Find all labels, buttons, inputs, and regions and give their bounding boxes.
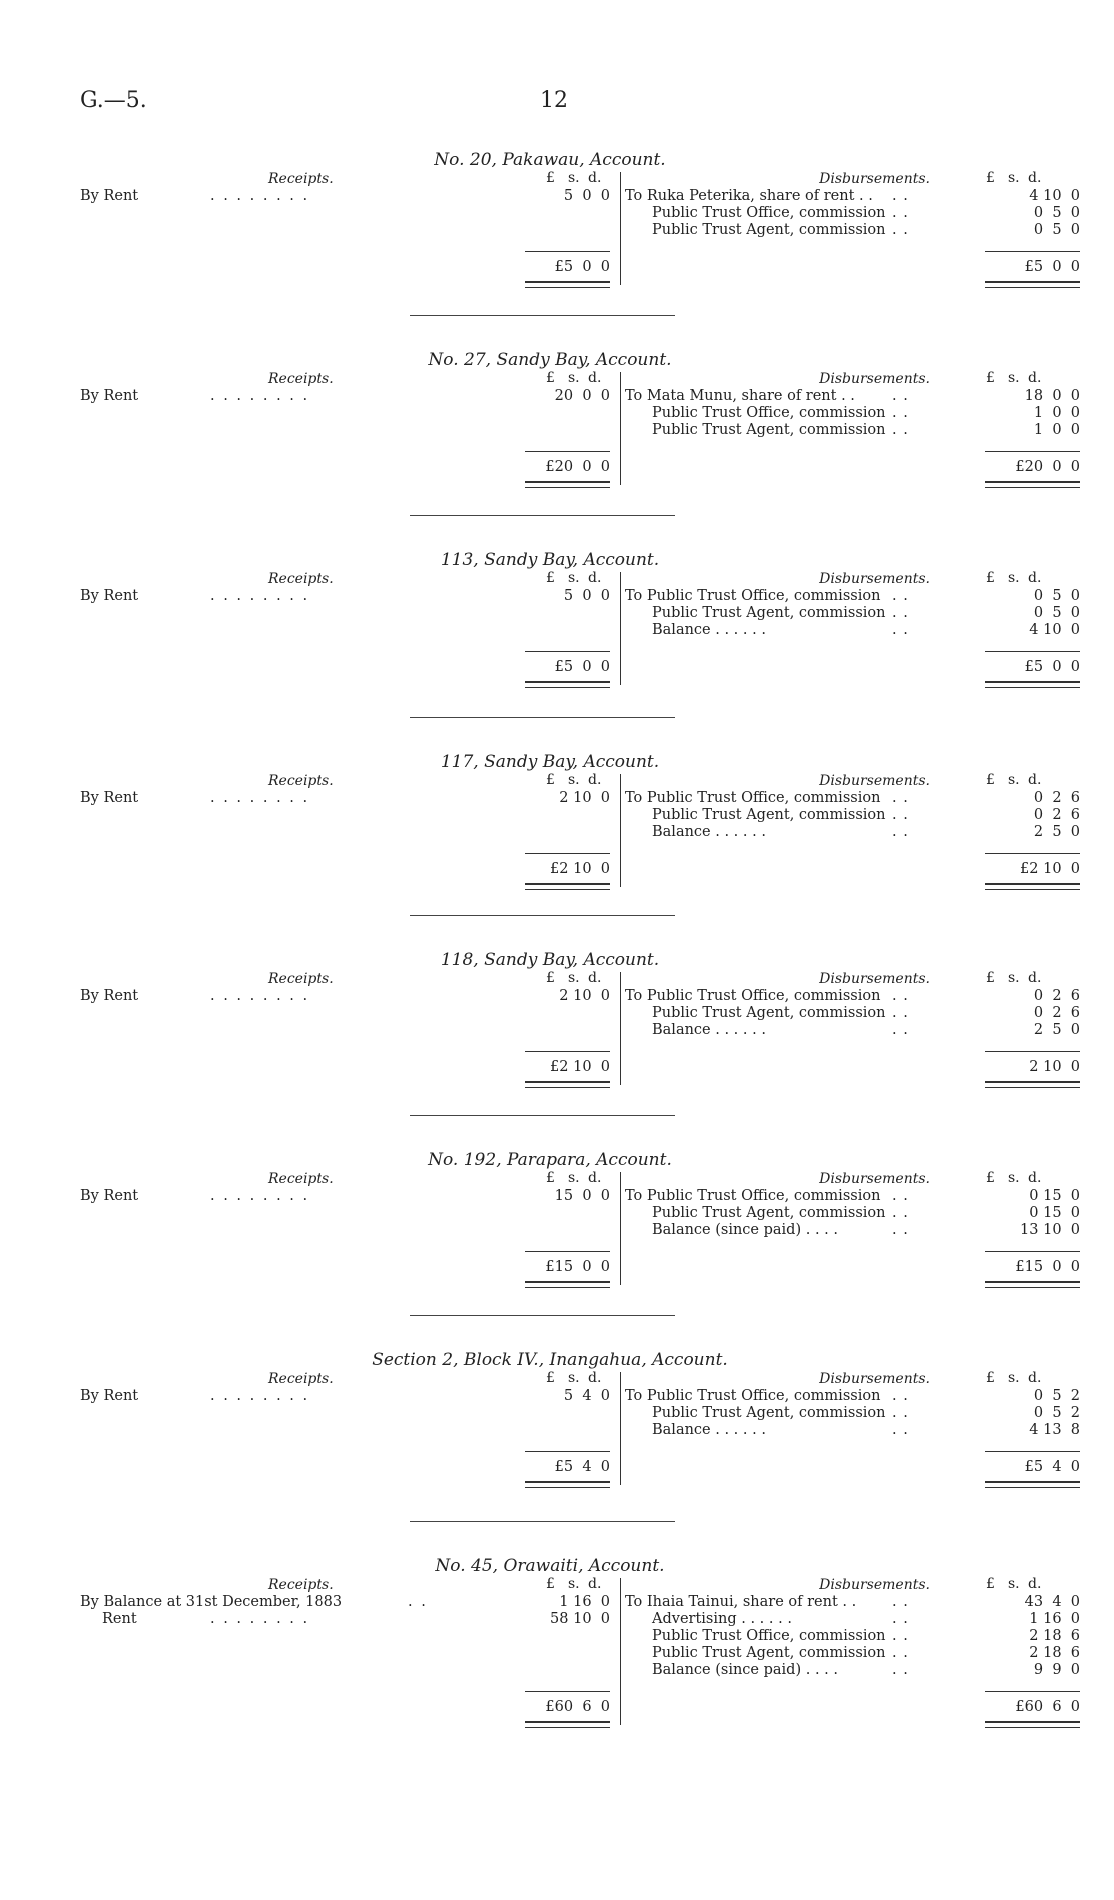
disbursement-amount: 9 9 0 [1033, 1662, 1080, 1678]
receipts-total-double-rule [525, 1481, 610, 1488]
disbursement-amount: 4 13 8 [1029, 1422, 1080, 1438]
shilling-header: s. [1008, 772, 1020, 788]
disbursement-line: Public Trust Office, commission [652, 205, 886, 221]
pound-header: £ [546, 1576, 555, 1592]
receipt-amount: 58 10 0 [550, 1611, 610, 1627]
disbursement-leader-dots: . . [892, 1205, 909, 1221]
disbursement-amount: 0 2 6 [1033, 1005, 1080, 1021]
section-separator [410, 515, 675, 516]
receipts-total: £2 10 0 [550, 861, 610, 877]
pence-header: d. [588, 970, 602, 986]
pence-header: d. [1028, 370, 1042, 386]
receipt-leader-dots: . . . . . . . . [210, 1388, 310, 1404]
disbursement-amount: 1 0 0 [1033, 405, 1080, 421]
receipt-line: By Rent [80, 790, 139, 806]
receipt-leader-dots: . . . . . . . . [210, 588, 310, 604]
disbursements-label: Disbursements. [819, 1171, 930, 1187]
pence-header: d. [1028, 1576, 1042, 1592]
disbursements-label: Disbursements. [819, 773, 930, 789]
account-block [70, 550, 1080, 730]
disbursement-line: Public Trust Agent, commission [652, 1205, 886, 1221]
disbursement-line: Public Trust Office, commission [652, 405, 886, 421]
receipt-amount: 5 0 0 [563, 188, 610, 204]
pound-header: £ [986, 970, 995, 986]
disbursements-total-double-rule [985, 481, 1080, 488]
shilling-header: s. [1008, 570, 1020, 586]
receipts-sum-rule [525, 1691, 610, 1692]
disbursements-sum-rule [985, 251, 1080, 252]
shilling-header: s. [1008, 1170, 1020, 1186]
account-title: Section 2, Block IV., Inangahua, Account. [372, 1350, 728, 1370]
receipts-total-double-rule [525, 883, 610, 890]
column-divider [620, 572, 621, 685]
account-block [70, 1150, 1080, 1330]
disbursement-amount: 2 18 6 [1029, 1628, 1080, 1644]
receipt-line: By Rent [80, 988, 139, 1004]
disbursement-line: Balance (since paid) . . . . [652, 1662, 838, 1678]
account-block [70, 752, 1080, 932]
pence-header: d. [588, 370, 602, 386]
account-title: 117, Sandy Bay, Account. [440, 752, 660, 772]
receipts-total: £5 0 0 [554, 259, 610, 275]
receipt-line: By Balance at 31st December, 1883 [80, 1594, 343, 1610]
disbursement-leader-dots: . . [892, 790, 909, 806]
receipt-amount: 2 10 0 [559, 790, 610, 806]
disbursement-amount: 1 16 0 [1029, 1611, 1080, 1627]
disbursement-line: To Mata Munu, share of rent . . [625, 388, 855, 404]
receipts-total-double-rule [525, 481, 610, 488]
pound-header: £ [546, 370, 555, 386]
receipts-sum-rule [525, 1051, 610, 1052]
shilling-header: s. [1008, 1370, 1020, 1386]
receipt-leader-dots: . . . . . . . . [210, 790, 310, 806]
account-block [70, 1350, 1080, 1530]
disbursement-leader-dots: . . [892, 1662, 909, 1678]
pound-header: £ [546, 772, 555, 788]
disbursements-label: Disbursements. [819, 1371, 930, 1387]
receipts-sum-rule [525, 251, 610, 252]
shilling-header: s. [568, 170, 580, 186]
column-divider [620, 972, 621, 1085]
disbursement-line: Public Trust Agent, commission [652, 1005, 886, 1021]
disbursement-leader-dots: . . [892, 1405, 909, 1421]
receipts-total: £5 0 0 [554, 659, 610, 675]
disbursement-leader-dots: . . [892, 205, 909, 221]
disbursements-total-double-rule [985, 883, 1080, 890]
receipt-amount: 5 4 0 [563, 1388, 610, 1404]
account-block [70, 950, 1080, 1130]
disbursement-line: Balance (since paid) . . . . [652, 1222, 838, 1238]
page-number: 12 [540, 88, 568, 113]
receipts-sum-rule [525, 1251, 610, 1252]
disbursements-sum-rule [985, 451, 1080, 452]
receipt-leader-dots: . . . . . . . . [210, 988, 310, 1004]
receipt-amount: 1 16 0 [559, 1594, 610, 1610]
disbursements-total-double-rule [985, 1281, 1080, 1288]
section-separator [410, 717, 675, 718]
disbursements-total: £5 4 0 [1024, 1459, 1080, 1475]
receipts-total: £20 0 0 [545, 459, 610, 475]
disbursements-total-double-rule [985, 1081, 1080, 1088]
disbursement-leader-dots: . . [892, 1628, 909, 1644]
shilling-header: s. [568, 1370, 580, 1386]
disbursement-leader-dots: . . [892, 1388, 909, 1404]
disbursement-line: Advertising . . . . . . [652, 1611, 792, 1627]
pence-header: d. [1028, 970, 1042, 986]
account-title: 118, Sandy Bay, Account. [440, 950, 660, 970]
disbursement-amount: 2 18 6 [1029, 1645, 1080, 1661]
receipts-label: Receipts. [268, 571, 334, 587]
shilling-header: s. [568, 970, 580, 986]
disbursement-amount: 4 10 0 [1029, 188, 1080, 204]
disbursement-line: Public Trust Agent, commission [652, 605, 886, 621]
pound-header: £ [986, 570, 995, 586]
pence-header: d. [588, 570, 602, 586]
disbursement-amount: 18 0 0 [1024, 388, 1080, 404]
disbursement-amount: 0 15 0 [1029, 1205, 1080, 1221]
column-divider [620, 172, 621, 285]
pound-header: £ [546, 170, 555, 186]
disbursement-amount: 4 10 0 [1029, 622, 1080, 638]
section-separator [410, 1521, 675, 1522]
receipts-total: £15 0 0 [545, 1259, 610, 1275]
receipt-line: By Rent [80, 188, 139, 204]
disbursement-amount: 0 5 0 [1033, 605, 1080, 621]
column-divider [620, 372, 621, 485]
disbursements-sum-rule [985, 651, 1080, 652]
disbursement-leader-dots: . . [892, 1611, 909, 1627]
disbursement-line: To Public Trust Office, commission [625, 988, 881, 1004]
receipt-leader-dots: . . . . . . . . [210, 1611, 310, 1627]
pence-header: d. [588, 170, 602, 186]
disbursement-amount: 0 2 6 [1033, 988, 1080, 1004]
pound-header: £ [546, 970, 555, 986]
disbursements-total-double-rule [985, 1481, 1080, 1488]
disbursement-line: To Ruka Peterika, share of rent . . [625, 188, 873, 204]
receipt-line: By Rent [80, 588, 139, 604]
section-separator [410, 1115, 675, 1116]
receipts-label: Receipts. [268, 773, 334, 789]
disbursement-leader-dots: . . [892, 1188, 909, 1204]
receipts-total: £2 10 0 [550, 1059, 610, 1075]
pound-header: £ [546, 1370, 555, 1386]
receipt-line: Rent [102, 1611, 137, 1627]
disbursement-amount: 0 5 0 [1033, 205, 1080, 221]
receipt-amount: 2 10 0 [559, 988, 610, 1004]
section-separator [410, 915, 675, 916]
receipts-total: £60 6 0 [545, 1699, 610, 1715]
disbursement-leader-dots: . . [892, 824, 909, 840]
disbursement-leader-dots: . . [892, 388, 909, 404]
disbursements-label: Disbursements. [819, 371, 930, 387]
pence-header: d. [588, 1370, 602, 1386]
pence-header: d. [1028, 170, 1042, 186]
disbursements-sum-rule [985, 1251, 1080, 1252]
disbursement-leader-dots: . . [892, 222, 909, 238]
receipts-label: Receipts. [268, 171, 334, 187]
shilling-header: s. [568, 1576, 580, 1592]
account-title: 113, Sandy Bay, Account. [440, 550, 660, 570]
disbursement-line: Public Trust Agent, commission [652, 422, 886, 438]
receipts-sum-rule [525, 651, 610, 652]
disbursement-line: Balance . . . . . . [652, 824, 766, 840]
disbursement-leader-dots: . . [892, 588, 909, 604]
receipts-sum-rule [525, 853, 610, 854]
disbursement-line: Balance . . . . . . [652, 1022, 766, 1038]
disbursement-amount: 0 5 0 [1033, 588, 1080, 604]
disbursements-total: £20 0 0 [1015, 459, 1080, 475]
receipts-total-double-rule [525, 681, 610, 688]
disbursement-line: To Public Trust Office, commission [625, 1388, 881, 1404]
pound-header: £ [546, 1170, 555, 1186]
disbursement-amount: 13 10 0 [1020, 1222, 1080, 1238]
disbursement-line: To Public Trust Office, commission [625, 790, 881, 806]
receipts-label: Receipts. [268, 371, 334, 387]
disbursement-line: Balance . . . . . . [652, 1422, 766, 1438]
account-title: No. 45, Orawaiti, Account. [435, 1556, 665, 1576]
column-divider [620, 1578, 621, 1725]
disbursement-line: Public Trust Agent, commission [652, 807, 886, 823]
disbursement-line: Public Trust Agent, commission [652, 1645, 886, 1661]
receipts-sum-rule [525, 451, 610, 452]
shilling-header: s. [568, 1170, 580, 1186]
section-separator [410, 315, 675, 316]
disbursements-total: £60 6 0 [1015, 1699, 1080, 1715]
receipts-total-double-rule [525, 1721, 610, 1728]
receipts-total-double-rule [525, 1281, 610, 1288]
disbursement-leader-dots: . . [892, 988, 909, 1004]
account-block [70, 350, 1080, 530]
disbursements-total: £2 10 0 [1020, 861, 1080, 877]
pence-header: d. [588, 1576, 602, 1592]
shilling-header: s. [1008, 370, 1020, 386]
disbursement-amount: 0 2 6 [1033, 807, 1080, 823]
receipt-amount: 5 0 0 [563, 588, 610, 604]
disbursement-leader-dots: . . [892, 1005, 909, 1021]
disbursements-label: Disbursements. [819, 971, 930, 987]
pence-header: d. [588, 1170, 602, 1186]
pence-header: d. [1028, 570, 1042, 586]
disbursement-amount: 0 2 6 [1033, 790, 1080, 806]
pence-header: d. [1028, 772, 1042, 788]
account-block [70, 1556, 1080, 1736]
disbursement-line: Public Trust Agent, commission [652, 222, 886, 238]
disbursement-leader-dots: . . [892, 188, 909, 204]
disbursement-leader-dots: . . [892, 1594, 909, 1610]
receipt-leader-dots: . . . . . . . . [210, 188, 310, 204]
shilling-header: s. [1008, 170, 1020, 186]
receipts-sum-rule [525, 1451, 610, 1452]
disbursement-leader-dots: . . [892, 422, 909, 438]
disbursements-label: Disbursements. [819, 571, 930, 587]
disbursement-leader-dots: . . [892, 605, 909, 621]
disbursement-line: Balance . . . . . . [652, 622, 766, 638]
disbursements-sum-rule [985, 1051, 1080, 1052]
receipt-leader-dots: . . . . . . . . [210, 1188, 310, 1204]
disbursements-total: £5 0 0 [1024, 259, 1080, 275]
column-divider [620, 774, 621, 887]
disbursement-amount: 2 5 0 [1033, 824, 1080, 840]
pound-header: £ [986, 772, 995, 788]
receipt-line: By Rent [80, 388, 139, 404]
shilling-header: s. [568, 772, 580, 788]
disbursement-leader-dots: . . [892, 807, 909, 823]
receipt-leader-dots: . . [408, 1594, 428, 1610]
disbursement-amount: 0 5 2 [1033, 1388, 1080, 1404]
document-code: G.—5. [80, 88, 147, 113]
pound-header: £ [986, 170, 995, 186]
section-separator [410, 1315, 675, 1316]
disbursements-total: £15 0 0 [1015, 1259, 1080, 1275]
shilling-header: s. [1008, 1576, 1020, 1592]
disbursements-label: Disbursements. [819, 1577, 930, 1593]
disbursement-leader-dots: . . [892, 1022, 909, 1038]
shilling-header: s. [568, 570, 580, 586]
disbursement-amount: 0 5 2 [1033, 1405, 1080, 1421]
pence-header: d. [1028, 1170, 1042, 1186]
receipt-line: By Rent [80, 1388, 139, 1404]
receipts-label: Receipts. [268, 971, 334, 987]
pound-header: £ [546, 570, 555, 586]
pound-header: £ [986, 1370, 995, 1386]
disbursements-total: 2 10 0 [1029, 1059, 1080, 1075]
disbursement-leader-dots: . . [892, 1222, 909, 1238]
disbursement-line: Public Trust Office, commission [652, 1628, 886, 1644]
shilling-header: s. [1008, 970, 1020, 986]
column-divider [620, 1372, 621, 1485]
disbursements-label: Disbursements. [819, 171, 930, 187]
disbursement-amount: 43 4 0 [1024, 1594, 1080, 1610]
account-title: No. 192, Parapara, Account. [428, 1150, 672, 1170]
disbursement-amount: 1 0 0 [1033, 422, 1080, 438]
column-divider [620, 1172, 621, 1285]
account-title: No. 20, Pakawau, Account. [434, 150, 666, 170]
disbursements-total-double-rule [985, 281, 1080, 288]
shilling-header: s. [568, 370, 580, 386]
disbursements-sum-rule [985, 1451, 1080, 1452]
disbursement-leader-dots: . . [892, 1645, 909, 1661]
pence-header: d. [1028, 1370, 1042, 1386]
disbursements-total: £5 0 0 [1024, 659, 1080, 675]
receipts-total-double-rule [525, 281, 610, 288]
receipt-amount: 15 0 0 [554, 1188, 610, 1204]
pound-header: £ [986, 1576, 995, 1592]
pound-header: £ [986, 370, 995, 386]
receipts-total: £5 4 0 [554, 1459, 610, 1475]
disbursement-leader-dots: . . [892, 622, 909, 638]
receipt-amount: 20 0 0 [554, 388, 610, 404]
disbursement-leader-dots: . . [892, 1422, 909, 1438]
disbursement-amount: 2 5 0 [1033, 1022, 1080, 1038]
pence-header: d. [588, 772, 602, 788]
disbursements-sum-rule [985, 853, 1080, 854]
receipts-label: Receipts. [268, 1577, 334, 1593]
receipt-leader-dots: . . . . . . . . [210, 388, 310, 404]
account-block [70, 150, 1080, 330]
receipts-total-double-rule [525, 1081, 610, 1088]
disbursement-amount: 0 15 0 [1029, 1188, 1080, 1204]
disbursements-total-double-rule [985, 681, 1080, 688]
disbursements-total-double-rule [985, 1721, 1080, 1728]
disbursement-line: To Public Trust Office, commission [625, 1188, 881, 1204]
disbursement-line: To Public Trust Office, commission [625, 588, 881, 604]
receipts-label: Receipts. [268, 1171, 334, 1187]
receipt-line: By Rent [80, 1188, 139, 1204]
account-title: No. 27, Sandy Bay, Account. [428, 350, 672, 370]
disbursement-line: Public Trust Agent, commission [652, 1405, 886, 1421]
pound-header: £ [986, 1170, 995, 1186]
disbursements-sum-rule [985, 1691, 1080, 1692]
receipts-label: Receipts. [268, 1371, 334, 1387]
disbursement-amount: 0 5 0 [1033, 222, 1080, 238]
disbursement-leader-dots: . . [892, 405, 909, 421]
disbursement-line: To Ihaia Tainui, share of rent . . [625, 1594, 857, 1610]
